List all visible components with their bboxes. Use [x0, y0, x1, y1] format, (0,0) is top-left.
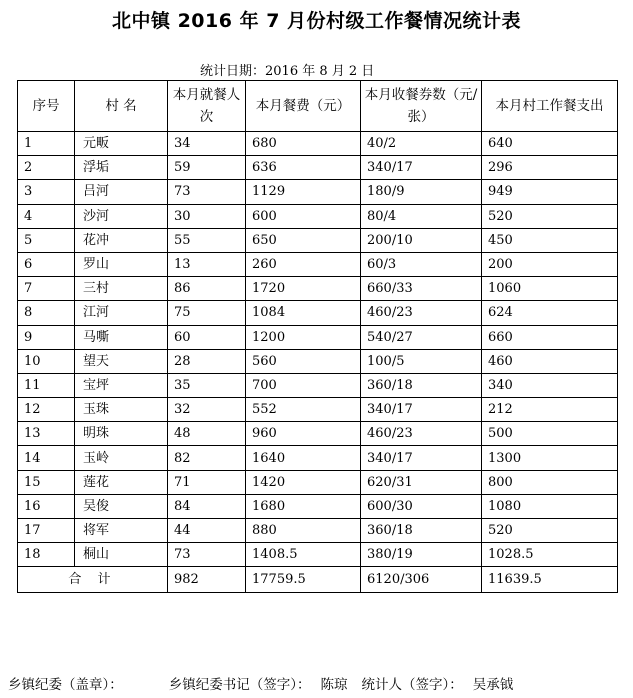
total-vouchers: 6120/306 [361, 567, 482, 593]
village-expense: 340 [482, 373, 618, 397]
page-title: 北中镇 2016 年 7 月份村级工作餐情况统计表 [111, 10, 522, 32]
vouchers: 360/18 [361, 373, 482, 397]
table-row [18, 470, 618, 494]
vouchers: 340/17 [361, 446, 482, 470]
secretary-signature-label: 乡镇纪委书记（签字）： [168, 677, 311, 693]
row-index: 18 [18, 543, 75, 567]
village-name: 玉珠 [75, 398, 168, 422]
meal-cost: 1408.5 [246, 543, 361, 567]
header-village-expense: 本月村工作餐支出 [482, 81, 618, 132]
table-row [18, 277, 618, 301]
meal-cost: 880 [246, 519, 361, 543]
table-row [18, 349, 618, 373]
vouchers: 660/33 [361, 277, 482, 301]
total-diners: 982 [168, 567, 246, 593]
meal-cost: 680 [246, 132, 361, 156]
row-index: 14 [18, 446, 75, 470]
row-index: 1 [18, 132, 75, 156]
row-index: 4 [18, 204, 75, 228]
village-expense: 800 [482, 470, 618, 494]
meal-cost: 260 [246, 252, 361, 276]
diners-count: 82 [168, 446, 246, 470]
row-index: 2 [18, 156, 75, 180]
row-index: 7 [18, 277, 75, 301]
row-index: 6 [18, 252, 75, 276]
meal-cost: 1680 [246, 494, 361, 518]
vouchers: 100/5 [361, 349, 482, 373]
village-name: 明珠 [75, 422, 168, 446]
village-expense: 949 [482, 180, 618, 204]
total-row [18, 567, 618, 593]
vouchers: 340/17 [361, 156, 482, 180]
table-row [18, 325, 618, 349]
row-index: 13 [18, 422, 75, 446]
table-row [18, 228, 618, 252]
meal-cost: 700 [246, 373, 361, 397]
total-meal-cost: 17759.5 [246, 567, 361, 593]
table-row [18, 132, 618, 156]
village-expense: 500 [482, 422, 618, 446]
row-index: 15 [18, 470, 75, 494]
header-village-name: 村 名 [75, 81, 168, 132]
table-row [18, 494, 618, 518]
diners-count: 28 [168, 349, 246, 373]
diners-count: 44 [168, 519, 246, 543]
village-expense: 640 [482, 132, 618, 156]
meal-cost: 1640 [246, 446, 361, 470]
vouchers: 60/3 [361, 252, 482, 276]
meal-cost: 1720 [246, 277, 361, 301]
vouchers: 180/9 [361, 180, 482, 204]
diners-count: 71 [168, 470, 246, 494]
statistics-date: 统计日期：2016 年 8 月 2 日 [200, 64, 375, 79]
vouchers: 380/19 [361, 543, 482, 567]
row-index: 10 [18, 349, 75, 373]
diners-count: 48 [168, 422, 246, 446]
village-name: 罗山 [75, 252, 168, 276]
diners-count: 84 [168, 494, 246, 518]
village-expense: 1060 [482, 277, 618, 301]
village-name: 元畈 [75, 132, 168, 156]
row-index: 16 [18, 494, 75, 518]
table-row [18, 156, 618, 180]
table-row [18, 398, 618, 422]
diners-count: 30 [168, 204, 246, 228]
village-name: 桐山 [75, 543, 168, 567]
meal-cost: 1420 [246, 470, 361, 494]
vouchers: 620/31 [361, 470, 482, 494]
meal-cost: 1084 [246, 301, 361, 325]
village-expense: 520 [482, 204, 618, 228]
header-index: 序号 [18, 81, 75, 132]
village-name: 吕河 [75, 180, 168, 204]
village-name: 莲花 [75, 470, 168, 494]
diners-count: 73 [168, 180, 246, 204]
diners-count: 13 [168, 252, 246, 276]
header-meal-cost: 本月餐费（元） [246, 81, 361, 132]
row-index: 8 [18, 301, 75, 325]
vouchers: 540/27 [361, 325, 482, 349]
meal-cost: 1129 [246, 180, 361, 204]
village-expense: 450 [482, 228, 618, 252]
village-expense: 460 [482, 349, 618, 373]
village-name: 花冲 [75, 228, 168, 252]
diners-count: 59 [168, 156, 246, 180]
vouchers: 460/23 [361, 422, 482, 446]
meal-cost: 560 [246, 349, 361, 373]
village-expense: 296 [482, 156, 618, 180]
meal-cost: 1200 [246, 325, 361, 349]
table-row [18, 543, 618, 567]
row-index: 12 [18, 398, 75, 422]
village-name: 浮垢 [75, 156, 168, 180]
meal-cost: 552 [246, 398, 361, 422]
village-name: 吴俊 [75, 494, 168, 518]
total-village-expense: 11639.5 [482, 567, 618, 593]
village-name: 三村 [75, 277, 168, 301]
meal-cost: 960 [246, 422, 361, 446]
village-name: 江河 [75, 301, 168, 325]
diners-count: 60 [168, 325, 246, 349]
commission-seal-label: 乡镇纪委（盖章）： [8, 677, 123, 693]
table-row [18, 446, 618, 470]
row-index: 9 [18, 325, 75, 349]
table-header-row [18, 81, 618, 132]
diners-count: 34 [168, 132, 246, 156]
village-name: 玉岭 [75, 446, 168, 470]
village-name: 马嘶 [75, 325, 168, 349]
vouchers: 200/10 [361, 228, 482, 252]
vouchers: 360/18 [361, 519, 482, 543]
village-expense: 200 [482, 252, 618, 276]
table-row [18, 422, 618, 446]
secretary-name: 陈琼 [320, 677, 348, 693]
village-name: 将军 [75, 519, 168, 543]
vouchers: 80/4 [361, 204, 482, 228]
row-index: 17 [18, 519, 75, 543]
table-row [18, 180, 618, 204]
diners-count: 75 [168, 301, 246, 325]
meal-cost: 636 [246, 156, 361, 180]
village-name: 沙河 [75, 204, 168, 228]
village-expense: 660 [482, 325, 618, 349]
vouchers: 40/2 [361, 132, 482, 156]
vouchers: 460/23 [361, 301, 482, 325]
vouchers: 600/30 [361, 494, 482, 518]
village-expense: 1300 [482, 446, 618, 470]
table-row [18, 204, 618, 228]
diners-count: 32 [168, 398, 246, 422]
vouchers: 340/17 [361, 398, 482, 422]
diners-count: 73 [168, 543, 246, 567]
table-row [18, 252, 618, 276]
village-name: 宝坪 [75, 373, 168, 397]
village-expense: 1080 [482, 494, 618, 518]
table-row [18, 373, 618, 397]
table-row [18, 519, 618, 543]
village-expense: 1028.5 [482, 543, 618, 567]
statistics-table [17, 80, 618, 593]
village-expense: 212 [482, 398, 618, 422]
diners-count: 35 [168, 373, 246, 397]
signature-footer [8, 673, 513, 693]
row-index: 11 [18, 373, 75, 397]
diners-count: 55 [168, 228, 246, 252]
meal-cost: 600 [246, 204, 361, 228]
row-index: 5 [18, 228, 75, 252]
header-diners: 本月就餐人 次 [168, 81, 246, 132]
statistician-name: 吴承钺 [472, 677, 514, 693]
total-label: 合 计 [18, 567, 168, 593]
village-name: 望天 [75, 349, 168, 373]
village-expense: 624 [482, 301, 618, 325]
statistician-signature-label: 统计人（签字）： [361, 677, 463, 693]
row-index: 3 [18, 180, 75, 204]
table-row [18, 301, 618, 325]
diners-count: 86 [168, 277, 246, 301]
header-vouchers: 本月收餐券数（元/张） [361, 81, 482, 132]
meal-cost: 650 [246, 228, 361, 252]
village-expense: 520 [482, 519, 618, 543]
